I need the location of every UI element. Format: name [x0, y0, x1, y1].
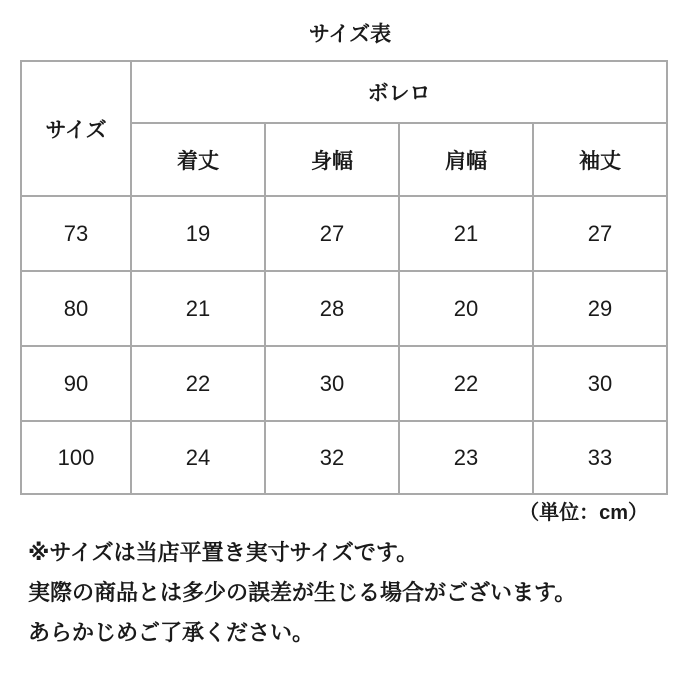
- value-cell: 27: [265, 196, 399, 271]
- value-cell: 21: [131, 271, 265, 346]
- size-cell: 73: [21, 196, 131, 271]
- note-line: 実際の商品とは多少の誤差が生じる場合がございます。: [28, 580, 577, 605]
- group-header-cell: ボレロ: [131, 61, 667, 123]
- table-row: [21, 196, 667, 271]
- column-header-body-width: 身幅: [265, 123, 399, 196]
- value-cell: 24: [131, 421, 265, 494]
- size-header-cell: サイズ: [21, 61, 131, 196]
- value-cell: 27: [533, 196, 667, 271]
- value-cell: 22: [399, 346, 533, 421]
- page-title: サイズ表: [308, 23, 392, 46]
- size-cell: 80: [21, 271, 131, 346]
- notes: [28, 533, 688, 653]
- unit-label: （単位：cm）: [519, 502, 648, 524]
- note-line: ※サイズは当店平置き実寸サイズです。: [28, 540, 419, 565]
- value-cell: 20: [399, 271, 533, 346]
- size-cell: 100: [21, 421, 131, 494]
- table-row: [21, 421, 667, 494]
- note-line: あらかじめご了承ください。: [28, 620, 315, 645]
- column-header-length: 着丈: [131, 123, 265, 196]
- header-row-group: [21, 61, 667, 123]
- value-cell: 28: [265, 271, 399, 346]
- value-cell: 21: [399, 196, 533, 271]
- value-cell: 29: [533, 271, 667, 346]
- value-cell: 32: [265, 421, 399, 494]
- column-header-sleeve-length: 袖丈: [533, 123, 667, 196]
- value-cell: 22: [131, 346, 265, 421]
- value-cell: 30: [265, 346, 399, 421]
- value-cell: 30: [533, 346, 667, 421]
- size-table: [20, 60, 668, 495]
- value-cell: 33: [533, 421, 667, 494]
- value-cell: 19: [131, 196, 265, 271]
- value-cell: 23: [399, 421, 533, 494]
- column-header-shoulder-width: 肩幅: [399, 123, 533, 196]
- size-cell: 90: [21, 346, 131, 421]
- table-row: [21, 346, 667, 421]
- table-row: [21, 271, 667, 346]
